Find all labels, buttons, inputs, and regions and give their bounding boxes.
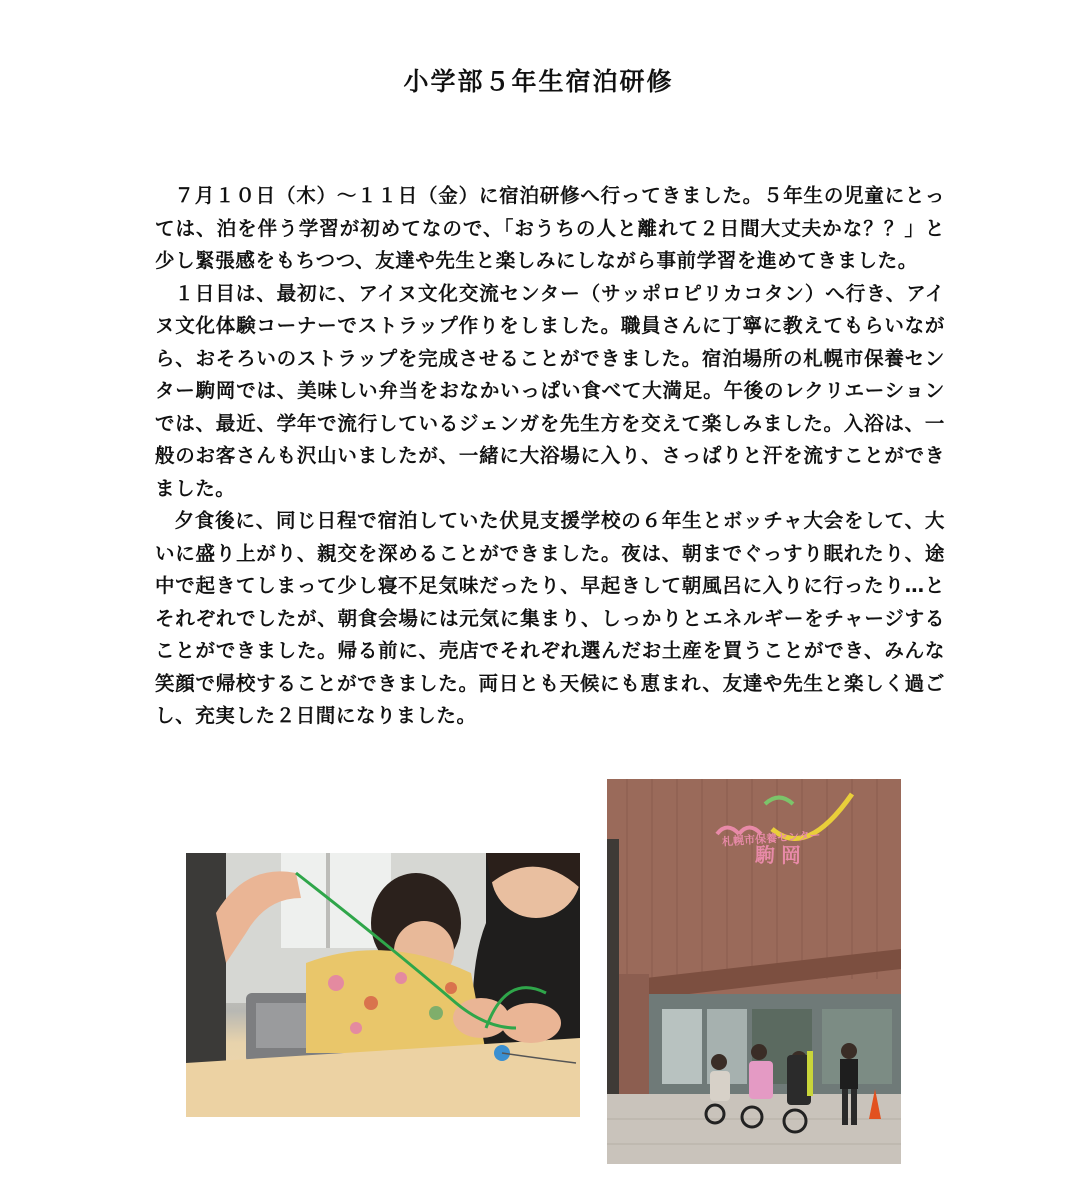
- center-sign-small-text: 札幌市保養センター: [721, 828, 821, 849]
- paragraph: ７月１０日（木）～１１日（金）に宿泊研修へ行ってきました。５年生の児童にとっては、泊を伴う学習が初めてなので、「おうちの人と離れて２日間大丈夫かな？？」と少し緊張感をもちつつ、友達や先生と楽しみにしながら事前学習を進めてきました。: [155, 184, 945, 272]
- photo-strap-making-illustration: [186, 853, 580, 1117]
- paragraph: 夕食後に、同じ日程で宿泊していた伏見支援学校の６年生とボッチャ大会をして、大いに盛り上がり、親交を深めることができました。夜は、朝までぐっすり眠れたり、途中で起きてしまって少し寝不足気味だったり、早起きして朝風呂に入りに行ったり…とそれぞれでしたが、朝食会場には元気に集まり、しっかりとエネルギーをチャージすることができました。帰る前に、売店でそれぞれ選んだお土産を買うことができ、みんな笑顔で帰校することができました。両日とも天候にも恵まれ、友達や先生と楽しく過ごし、充実した２日間になりました。: [155, 509, 945, 727]
- page-title: 小学部５年生宿泊研修: [403, 67, 674, 96]
- center-sign-large-text: 駒岡: [755, 843, 807, 867]
- photo-strap-making: [186, 853, 580, 1117]
- photo-center-building: [607, 779, 901, 1164]
- paragraph: １日目は、最初に、アイヌ文化交流センター（サッポロピリカコタン）へ行き、アイヌ文化体験コーナーでストラップ作りをしました。職員さんに丁寧に教えてもらいながら、おそろいのストラップを完成させることができました。宿泊場所の札幌市保養センター駒岡では、美味しい弁当をおなかいっぱい食べて大満足。午後のレクリエーションでは、最近、学年で流行しているジェンガを先生方を交えて楽しみました。入浴は、一般のお客さんも沢山いましたが、一緒に大浴場に入り、さっぱりと汗を流すことができました。: [155, 281, 945, 500]
- article-body: [155, 180, 945, 733]
